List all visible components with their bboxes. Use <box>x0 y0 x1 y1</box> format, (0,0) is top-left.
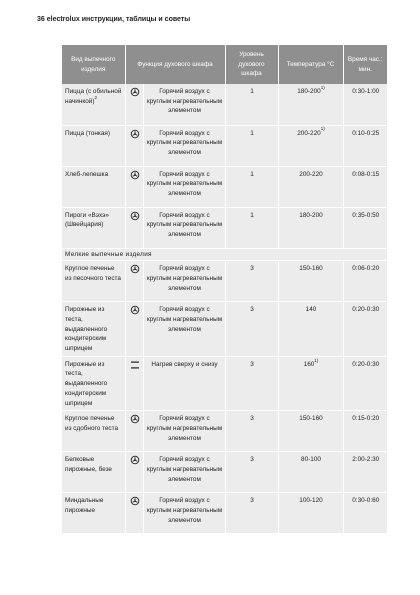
product-name: Белковые пирожные, безе <box>65 456 112 473</box>
temperature-value: 140 <box>305 306 317 314</box>
temperature-cell <box>278 302 343 357</box>
table-header-row <box>62 45 387 84</box>
product-name: Круглое печенье из песочного теста <box>65 265 121 282</box>
temperature-cell <box>278 356 343 411</box>
table-row <box>62 411 387 452</box>
table-row <box>62 452 387 493</box>
table-row <box>62 493 387 534</box>
column-header-function: Функция духового шкафа <box>125 45 225 84</box>
level-cell: 1 <box>225 84 278 125</box>
product-name-cell <box>62 493 125 534</box>
page-header: 36 electrolux инструкции, таблицы и советы <box>37 16 191 23</box>
product-name-cell <box>62 261 125 302</box>
time-cell: 0:30-0:60 <box>343 493 387 534</box>
temperature-cell <box>278 411 343 452</box>
product-name: Хлеб-лепешка <box>65 170 109 178</box>
temperature-cell <box>278 261 343 302</box>
product-name-cell <box>62 84 125 125</box>
time-cell: 0:35-0:50 <box>343 207 387 248</box>
top-bottom-heat-icon <box>125 356 143 411</box>
baking-table <box>62 45 387 534</box>
function-cell: Горячий воздух с круглым нагревательным элементом <box>143 411 225 452</box>
fan-heat-icon <box>125 261 143 302</box>
product-name: Пироги «Вэхэ» (Швейцария) <box>65 211 109 229</box>
temperature-cell <box>278 166 343 207</box>
time-cell: 0:15-0:20 <box>343 411 387 452</box>
temperature-value: 200-220 <box>299 170 323 178</box>
product-name: Пирожные из теста, выдавленного кондитерским шприцем <box>65 306 108 353</box>
function-cell: Горячий воздух с круглым нагревательным элементом <box>143 84 225 125</box>
product-name-cell <box>62 302 125 357</box>
table-row <box>62 166 387 207</box>
column-header-temperature: Температура °C <box>278 45 343 84</box>
function-cell: Горячий воздух с круглым нагревательным элементом <box>143 166 225 207</box>
column-header-time: Время час.: мин. <box>343 45 387 84</box>
table-row <box>62 302 387 357</box>
column-header-level: Уровень духового шкафа <box>225 45 278 84</box>
temperature-note: 1) <box>320 84 325 90</box>
table-row <box>62 125 387 166</box>
temperature-note: 1) <box>314 357 319 363</box>
fan-heat-icon <box>125 125 143 166</box>
fan-heat-icon <box>125 493 143 534</box>
temperature-value: 150-160 <box>299 265 323 273</box>
table-row <box>62 356 387 411</box>
table-row <box>62 84 387 125</box>
section-row <box>62 248 387 261</box>
product-name-cell <box>62 125 125 166</box>
temperature-value: 160 <box>303 360 315 368</box>
level-cell: 3 <box>225 302 278 357</box>
level-cell: 1 <box>225 125 278 166</box>
table-row <box>62 261 387 302</box>
temperature-cell <box>278 125 343 166</box>
level-cell: 1 <box>225 207 278 248</box>
temperature-cell <box>278 452 343 493</box>
level-cell: 3 <box>225 452 278 493</box>
level-cell: 3 <box>225 261 278 302</box>
fan-heat-icon <box>125 84 143 125</box>
temperature-note: 1) <box>320 126 325 132</box>
function-cell: Горячий воздух с круглым нагревательным элементом <box>143 207 225 248</box>
time-cell: 0:06-0:20 <box>343 261 387 302</box>
time-cell: 0:10-0:25 <box>343 125 387 166</box>
temperature-value: 80-100 <box>301 456 321 464</box>
fan-heat-icon <box>125 452 143 493</box>
section-label: Мелкие выпечные изделия <box>62 248 387 261</box>
fan-heat-icon <box>125 166 143 207</box>
function-cell: Нагрев сверху и снизу <box>143 356 225 411</box>
product-name-cell <box>62 452 125 493</box>
time-cell: 0:20-0:30 <box>343 356 387 411</box>
temperature-value: 180-200 <box>297 88 321 95</box>
time-cell: 0:08-0:15 <box>343 166 387 207</box>
function-cell: Горячий воздух с круглым нагревательным элементом <box>143 493 225 534</box>
table-row <box>62 207 387 248</box>
time-cell: 2:00-2:30 <box>343 452 387 493</box>
product-name: Пицца (с обильной начинкой) <box>65 88 122 105</box>
temperature-value: 100-120 <box>299 497 323 505</box>
temperature-value: 200-220 <box>297 129 321 137</box>
function-cell: Горячий воздух с круглым нагревательным элементом <box>143 302 225 357</box>
product-name-cell <box>62 166 125 207</box>
temperature-cell <box>278 207 343 248</box>
product-name-cell <box>62 411 125 452</box>
function-cell: Горячий воздух с круглым нагревательным элементом <box>143 452 225 493</box>
fan-heat-icon <box>125 302 143 357</box>
fan-heat-icon <box>125 411 143 452</box>
function-cell: Горячий воздух с круглым нагревательным элементом <box>143 125 225 166</box>
level-cell: 3 <box>225 493 278 534</box>
function-cell: Горячий воздух с круглым нагревательным элементом <box>143 261 225 302</box>
time-cell: 0:20-0:30 <box>343 302 387 357</box>
product-name: Пирожные из теста, выдавленного кондитерским шприцем <box>65 360 108 407</box>
product-name: Пицца (тонкая) <box>65 129 110 137</box>
level-cell: 3 <box>225 356 278 411</box>
level-cell: 1 <box>225 166 278 207</box>
product-name: Миндальные пирожные <box>65 497 104 514</box>
temperature-value: 180-200 <box>299 211 323 219</box>
temperature-value: 150-160 <box>299 415 323 423</box>
product-name-cell <box>62 356 125 411</box>
level-cell: 3 <box>225 411 278 452</box>
product-name: Круглое печенье из сдобного теста <box>65 415 119 432</box>
fan-heat-icon <box>125 207 143 248</box>
column-header-product: Вид выпечного изделия <box>62 45 125 84</box>
product-note: 2 <box>94 94 98 100</box>
time-cell: 0:30-1:00 <box>343 84 387 125</box>
product-name-cell <box>62 207 125 248</box>
temperature-cell <box>278 493 343 534</box>
temperature-cell <box>278 84 343 125</box>
